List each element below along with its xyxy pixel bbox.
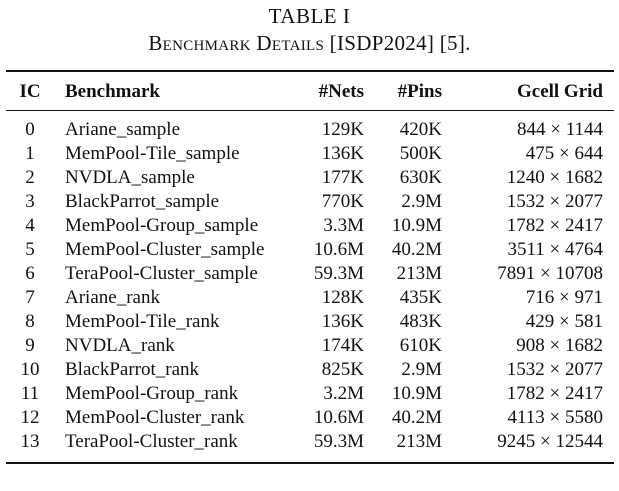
cell-nets: 10.6M (313, 239, 364, 260)
cell-benchmark: Ariane_rank (65, 287, 160, 308)
cell-gcell-grid: 4113 × 5580 (507, 407, 603, 428)
cell-nets: 177K (321, 167, 364, 188)
cell-ic: 8 (25, 311, 35, 332)
cell-ic: 12 (20, 407, 40, 428)
cell-pins: 213M (396, 431, 442, 452)
cell-gcell-grid: 1532 × 2077 (506, 359, 603, 380)
cell-ic: 1 (25, 143, 35, 164)
header-pins: #Pins (397, 81, 442, 102)
table-row (6, 406, 614, 430)
cell-pins: 483K (399, 311, 442, 332)
cell-nets: 174K (321, 335, 364, 356)
cell-nets: 10.6M (313, 407, 364, 428)
table-row (6, 238, 614, 262)
cell-gcell-grid: 9245 × 12544 (497, 431, 603, 452)
cell-pins: 10.9M (391, 383, 442, 404)
table-header (6, 78, 614, 106)
table-row (6, 214, 614, 238)
cell-ic: 13 (20, 431, 40, 452)
cell-gcell-grid: 844 × 1144 (516, 119, 603, 140)
cell-pins: 2.9M (401, 359, 442, 380)
cell-pins: 630K (399, 167, 442, 188)
cell-benchmark: NVDLA_rank (65, 335, 175, 356)
header-benchmark: Benchmark (65, 81, 160, 102)
cell-ic: 9 (25, 335, 35, 356)
table-row (6, 358, 614, 382)
cell-benchmark: NVDLA_sample (65, 167, 195, 188)
cell-benchmark: BlackParrot_sample (65, 191, 220, 212)
cell-gcell-grid: 1532 × 2077 (506, 191, 603, 212)
cell-nets: 136K (321, 143, 364, 164)
cell-nets: 59.3M (313, 263, 364, 284)
cell-ic: 3 (25, 191, 35, 212)
table-row (6, 382, 614, 406)
table-row (6, 142, 614, 166)
cell-nets: 129K (321, 119, 364, 140)
cell-gcell-grid: 1782 × 2417 (506, 215, 603, 236)
table-row (6, 310, 614, 334)
cell-benchmark: TeraPool-Cluster_rank (65, 431, 238, 452)
cell-ic: 7 (25, 287, 35, 308)
table-body (6, 118, 614, 454)
cell-benchmark: BlackParrot_rank (65, 359, 200, 380)
cell-ic: 10 (20, 359, 40, 380)
header-ic: IC (19, 81, 41, 102)
header-rule (6, 110, 614, 111)
header-row (6, 78, 614, 106)
cell-benchmark: MemPool-Cluster_rank (65, 407, 245, 428)
cell-pins: 213M (396, 263, 442, 284)
cell-benchmark: MemPool-Group_rank (65, 383, 239, 404)
bottom-rule (6, 462, 614, 464)
cell-benchmark: MemPool-Tile_sample (65, 143, 240, 164)
cell-nets: 3.3M (323, 215, 364, 236)
cell-ic: 4 (25, 215, 35, 236)
table-title: Benchmark Details [ISDP2024] [5]. (148, 31, 471, 55)
cell-nets: 770K (321, 191, 364, 212)
table-label: TABLE I (268, 4, 351, 28)
cell-benchmark: MemPool-Tile_rank (65, 311, 220, 332)
table-row (6, 166, 614, 190)
cell-pins: 10.9M (391, 215, 442, 236)
table-row (6, 334, 614, 358)
cell-nets: 3.2M (323, 383, 364, 404)
cell-pins: 500K (399, 143, 442, 164)
cell-benchmark: TeraPool-Cluster_sample (65, 263, 258, 284)
cell-gcell-grid: 1782 × 2417 (506, 383, 603, 404)
cell-gcell-grid: 908 × 1682 (516, 335, 603, 356)
cell-benchmark: Ariane_sample (65, 119, 181, 140)
cell-nets: 136K (321, 311, 364, 332)
cell-benchmark: MemPool-Group_sample (65, 215, 259, 236)
top-rule (6, 70, 614, 72)
cell-pins: 610K (399, 335, 442, 356)
cell-ic: 0 (25, 119, 35, 140)
table-row (6, 286, 614, 310)
cell-pins: 420K (399, 119, 442, 140)
header-nets: #Nets (318, 81, 364, 102)
cell-nets: 59.3M (313, 431, 364, 452)
table-row (6, 118, 614, 142)
cell-gcell-grid: 3511 × 4764 (507, 239, 603, 260)
cell-gcell-grid: 429 × 581 (525, 311, 603, 332)
table-row (6, 262, 614, 286)
cell-nets: 825K (321, 359, 364, 380)
table-row (6, 430, 614, 454)
cell-pins: 40.2M (391, 407, 442, 428)
cell-nets: 128K (321, 287, 364, 308)
cell-pins: 2.9M (401, 191, 442, 212)
cell-gcell-grid: 475 × 644 (525, 143, 603, 164)
cell-ic: 5 (25, 239, 35, 260)
cell-benchmark: MemPool-Cluster_sample (65, 239, 265, 260)
header-gcell-grid: Gcell Grid (516, 81, 603, 102)
cell-ic: 6 (25, 263, 35, 284)
cell-gcell-grid: 1240 × 1682 (506, 167, 603, 188)
table-row (6, 190, 614, 214)
cell-gcell-grid: 716 × 971 (525, 287, 603, 308)
cell-ic: 11 (20, 383, 40, 404)
cell-gcell-grid: 7891 × 10708 (497, 263, 603, 284)
cell-ic: 2 (25, 167, 35, 188)
cell-pins: 435K (399, 287, 442, 308)
cell-pins: 40.2M (391, 239, 442, 260)
